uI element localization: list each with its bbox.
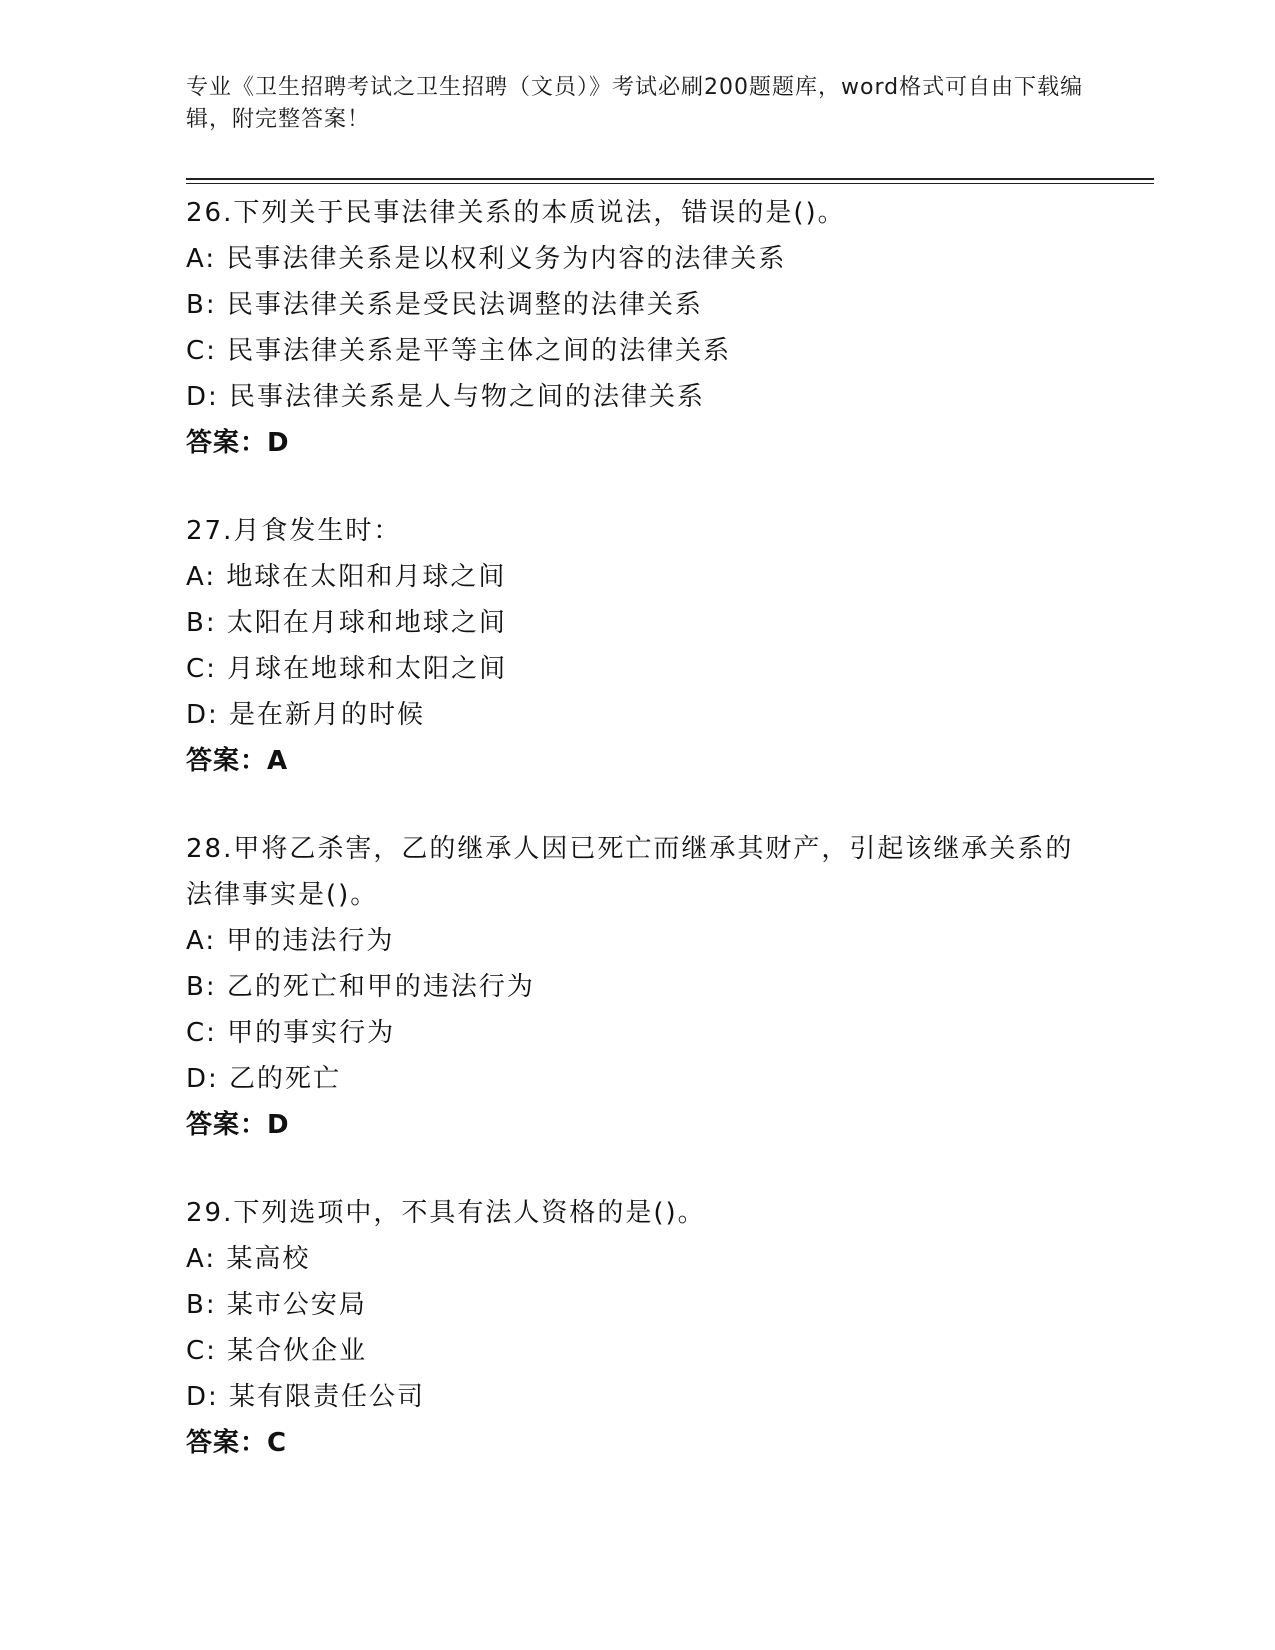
question-stem: 28.甲将乙杀害，乙的继承人因已死亡而继承其财产，引起该继承关系的法律事实是()。 (186, 834, 1074, 910)
header-divider-top (186, 178, 1154, 180)
question-spacer (186, 466, 1154, 508)
question-stem: 26.下列关于民事法律关系的本质说法，错误的是()。 (186, 198, 846, 228)
document-header: 专业《卫生招聘考试之卫生招聘（文员）》考试必刷200题题库，word格式可自由下载编辑，附完整答案！ (186, 75, 1084, 132)
header-divider-bottom (186, 183, 1154, 184)
option-c: C: 民事法律关系是平等主体之间的法律关系 (186, 336, 732, 366)
option-b: B: 某市公安局 (186, 1290, 367, 1320)
option-a: A: 甲的违法行为 (186, 926, 395, 956)
option-b: B: 太阳在月球和地球之间 (186, 608, 507, 638)
option-b: B: 乙的死亡和甲的违法行为 (186, 972, 535, 1002)
question-list (186, 190, 1154, 1466)
option-d: D: 乙的死亡 (186, 1064, 342, 1094)
answer: 答案：C (186, 1428, 288, 1458)
question-stem: 29.下列选项中，不具有法人资格的是()。 (186, 1198, 706, 1228)
question-28 (186, 826, 1154, 1148)
question-stem: 27.月食发生时： (186, 516, 402, 546)
question-27 (186, 508, 1154, 784)
question-29 (186, 1190, 1154, 1466)
option-d: D: 某有限责任公司 (186, 1382, 426, 1412)
option-a: A: 民事法律关系是以权利义务为内容的法律关系 (186, 244, 787, 274)
question-26 (186, 190, 1154, 466)
option-a: A: 地球在太阳和月球之间 (186, 562, 507, 592)
answer: 答案：D (186, 428, 290, 458)
option-c: C: 月球在地球和太阳之间 (186, 654, 508, 684)
question-spacer (186, 1148, 1154, 1190)
option-b: B: 民事法律关系是受民法调整的法律关系 (186, 290, 703, 320)
question-spacer (186, 784, 1154, 826)
option-d: D: 是在新月的时候 (186, 700, 426, 730)
answer: 答案：D (186, 1110, 290, 1140)
option-d: D: 民事法律关系是人与物之间的法律关系 (186, 382, 706, 412)
option-a: A: 某高校 (186, 1244, 311, 1274)
option-c: C: 甲的事实行为 (186, 1018, 396, 1048)
option-c: C: 某合伙企业 (186, 1336, 368, 1366)
answer: 答案：A (186, 746, 289, 776)
